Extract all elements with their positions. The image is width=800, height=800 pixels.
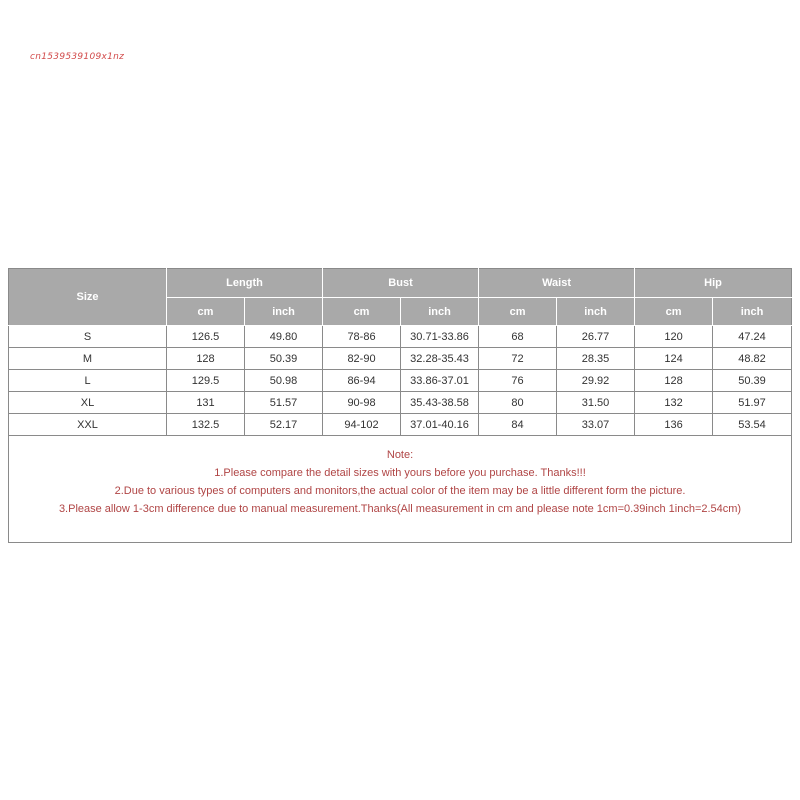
size-chart-table — [8, 268, 792, 543]
bust-inch-cell: 32.28-35.43 — [401, 348, 479, 370]
table-row — [9, 414, 792, 436]
bust-inch-cell: 33.86-37.01 — [401, 370, 479, 392]
waist-inch-cell: 33.07 — [557, 414, 635, 436]
bust-group-header: Bust — [323, 269, 479, 298]
table-row — [9, 326, 792, 348]
bust-inch-header: inch — [401, 298, 479, 326]
watermark-text: cn1539539109x1nz — [30, 52, 125, 62]
waist-cm-cell: 80 — [479, 392, 557, 414]
hip-cm-cell: 136 — [635, 414, 713, 436]
bust-cm-cell: 82-90 — [323, 348, 401, 370]
note-line-1: 1.Please compare the detail sizes with yours before you purchase. Thanks!!! — [214, 467, 586, 479]
table-row — [9, 392, 792, 414]
waist-inch-cell: 28.35 — [557, 348, 635, 370]
table-row — [9, 370, 792, 392]
table-body — [9, 326, 792, 543]
note-line-2: 2.Due to various types of computers and monitors,the actual color of the item may be a little different form the picture. — [114, 485, 686, 497]
waist-cm-cell: 72 — [479, 348, 557, 370]
size-cell: M — [9, 348, 167, 370]
waist-cm-cell: 68 — [479, 326, 557, 348]
bust-cm-cell: 86-94 — [323, 370, 401, 392]
table-header — [9, 269, 792, 326]
length-cm-cell: 128 — [167, 348, 245, 370]
bust-cm-cell: 78-86 — [323, 326, 401, 348]
length-inch-cell: 50.98 — [245, 370, 323, 392]
bust-cm-cell: 90-98 — [323, 392, 401, 414]
hip-cm-cell: 120 — [635, 326, 713, 348]
length-inch-cell: 50.39 — [245, 348, 323, 370]
hip-cm-cell: 124 — [635, 348, 713, 370]
length-inch-cell: 51.57 — [245, 392, 323, 414]
size-column-header: Size — [9, 269, 167, 326]
notes-cell — [9, 436, 792, 543]
hip-cm-header: cm — [635, 298, 713, 326]
length-inch-cell: 52.17 — [245, 414, 323, 436]
size-cell: XL — [9, 392, 167, 414]
waist-cm-cell: 76 — [479, 370, 557, 392]
notes-row — [9, 436, 792, 543]
bust-cm-cell: 94-102 — [323, 414, 401, 436]
waist-inch-cell: 26.77 — [557, 326, 635, 348]
waist-cm-header: cm — [479, 298, 557, 326]
hip-inch-cell: 53.54 — [713, 414, 792, 436]
length-cm-cell: 129.5 — [167, 370, 245, 392]
waist-inch-cell: 29.92 — [557, 370, 635, 392]
length-cm-cell: 132.5 — [167, 414, 245, 436]
size-cell: XXL — [9, 414, 167, 436]
hip-group-header: Hip — [635, 269, 792, 298]
hip-cm-cell: 132 — [635, 392, 713, 414]
hip-cm-cell: 128 — [635, 370, 713, 392]
size-cell: L — [9, 370, 167, 392]
note-line-3: 3.Please allow 1-3cm difference due to manual measurement.Thanks(All measurement in cm and please note 1cm=0.39inch 1inch=2.54cm) — [58, 503, 742, 515]
hip-inch-cell: 50.39 — [713, 370, 792, 392]
notes-title: Note: — [386, 449, 414, 461]
bust-cm-header: cm — [323, 298, 401, 326]
waist-group-header: Waist — [479, 269, 635, 298]
length-group-header: Length — [167, 269, 323, 298]
length-cm-header: cm — [167, 298, 245, 326]
waist-inch-header: inch — [557, 298, 635, 326]
waist-inch-cell: 31.50 — [557, 392, 635, 414]
hip-inch-cell: 47.24 — [713, 326, 792, 348]
length-cm-cell: 126.5 — [167, 326, 245, 348]
length-inch-cell: 49.80 — [245, 326, 323, 348]
length-inch-header: inch — [245, 298, 323, 326]
hip-inch-cell: 51.97 — [713, 392, 792, 414]
bust-inch-cell: 37.01-40.16 — [401, 414, 479, 436]
length-cm-cell: 131 — [167, 392, 245, 414]
bust-inch-cell: 30.71-33.86 — [401, 326, 479, 348]
table-row — [9, 348, 792, 370]
hip-inch-cell: 48.82 — [713, 348, 792, 370]
hip-inch-header: inch — [713, 298, 792, 326]
bust-inch-cell: 35.43-38.58 — [401, 392, 479, 414]
waist-cm-cell: 84 — [479, 414, 557, 436]
size-cell: S — [9, 326, 167, 348]
